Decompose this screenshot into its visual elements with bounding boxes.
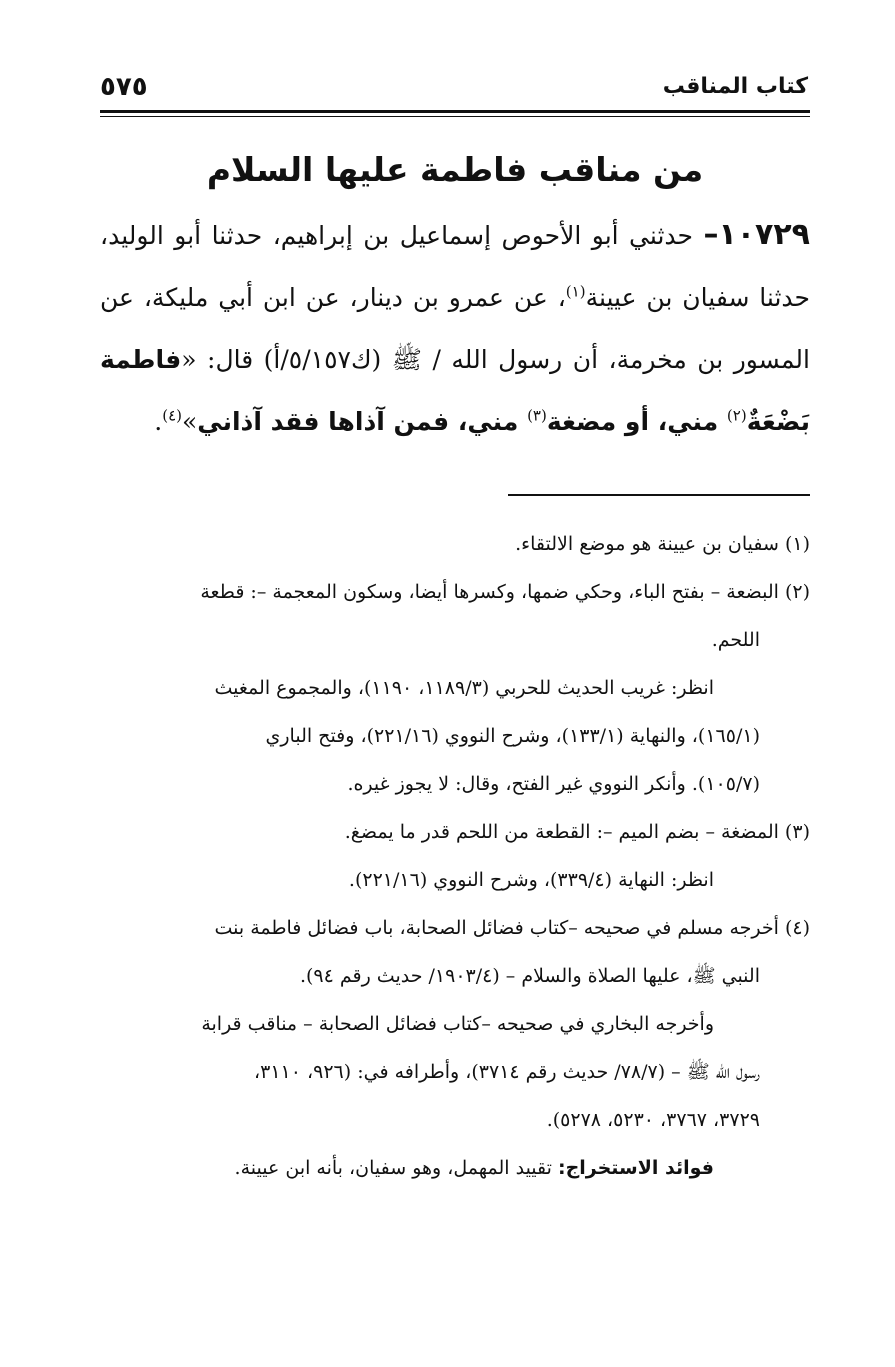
hadith-matn-part-3: مني، فمن آذاها فقد آذاني [197,407,528,436]
hadith-isnad-part-1: حدثني أبو الأحوص إسماعيل بن إبراهيم، حدثنا أبو الوليد، حدثنا سفيان بن عيينة [100,221,811,312]
hadith-end-period: . [154,407,163,436]
footnote-4-line-2: النبي ﷺ، عليها الصلاة والسلام – (١٩٠٣/٤/ حديث رقم ٩٤). [299,965,760,987]
footnote-ref-2: (٢) [726,406,747,425]
hadith-matn-part-1: فاطمة بَضْعَةٌ [100,345,810,436]
running-title: كتاب المناقب [662,74,808,99]
footnote-ref-3: (٣) [527,406,547,425]
footnote-2-source-line-3: (١٠٥/٧). وأنكر النووي غير الفتح، وقال: لا يجوز غيره. [347,773,760,795]
footnote-separator [508,494,810,496]
footnote-4-bukhari-line-1: وأخرجه البخاري في صحيحه –كتاب فضائل الصحابة – مناقب قرابة [201,1013,714,1035]
page-number: ٥٧٥ [100,72,148,102]
footnote-4-bukhari-line-2: رسول الله ﷺ – (٧٨/٧/ حديث رقم ٣٧١٤)، وأطرافه في: (٩٢٦، ٣١١٠، [254,1061,760,1083]
footnote-4-line-1: (٤) أخرجه مسلم في صحيحه –كتاب فضائل الصحابة، باب فضائل فاطمة بنت [214,917,810,939]
footnotes [100,520,810,1192]
footnote-2-line-1: (٢) البضعة – بفتح الباء، وحكي ضمها، وكسرها أيضا، وسكون المعجمة –: قطعة [200,581,810,603]
extraction-benefit [100,1144,810,1192]
hadith-text [100,204,810,453]
footnote-3: (٣) المضغة – بضم الميم –: القطعة من اللحم قدر ما يمضغ. [344,821,810,843]
hadith-isnad-part-2: ، عن عمرو بن دينار، عن ابن أبي مليكة، عن المسور بن مخرمة، أن رسول الله / ﷺ (ك٥/١٥٧/أ) قال: « [100,283,810,374]
hadith-matn-part-2: مني، أو مضغة [546,407,727,436]
footnote-ref-1: (١) [565,282,586,301]
header-rule-thick [100,110,810,113]
header-rule-thin [100,116,810,117]
footnote-3-source: انظر: النهاية (٣٣٩/٤)، وشرح النووي (٢٢١/١٦). [348,869,714,891]
footnote-2-line-2: اللحم. [711,629,760,651]
footnote-1: (١) سفيان بن عيينة هو موضع الالتقاء. [515,533,810,555]
footnote-2-source-line-1: انظر: غريب الحديث للحربي (١١٨٩/٣، ١١٩٠)، والمجموع المغيث [214,677,714,699]
footnote-4-bukhari-line-3: ٣٧٢٩، ٣٧٦٧، ٥٢٣٠، ٥٢٧٨). [546,1109,760,1131]
hadith-quote-close: » [182,407,198,436]
page-header [100,72,808,108]
footnote-ref-4: (٤) [162,406,182,425]
extraction-benefit-label: فوائد الاستخراج: [557,1157,714,1179]
extraction-benefit-text: تقييد المهمل، وهو سفيان، بأنه ابن عيينة. [234,1157,558,1179]
hadith-number: ١٠٧٢٩ [718,217,810,252]
hadith-number-dash: – [703,217,719,252]
footnote-2-source-line-2: (١٦٥/١)، والنهاية (١٣٣/١)، وشرح النووي (٢٢١/١٦)، وفتح الباري [265,725,760,747]
chapter-heading: من مناقب فاطمة عليها السلام [206,150,704,189]
